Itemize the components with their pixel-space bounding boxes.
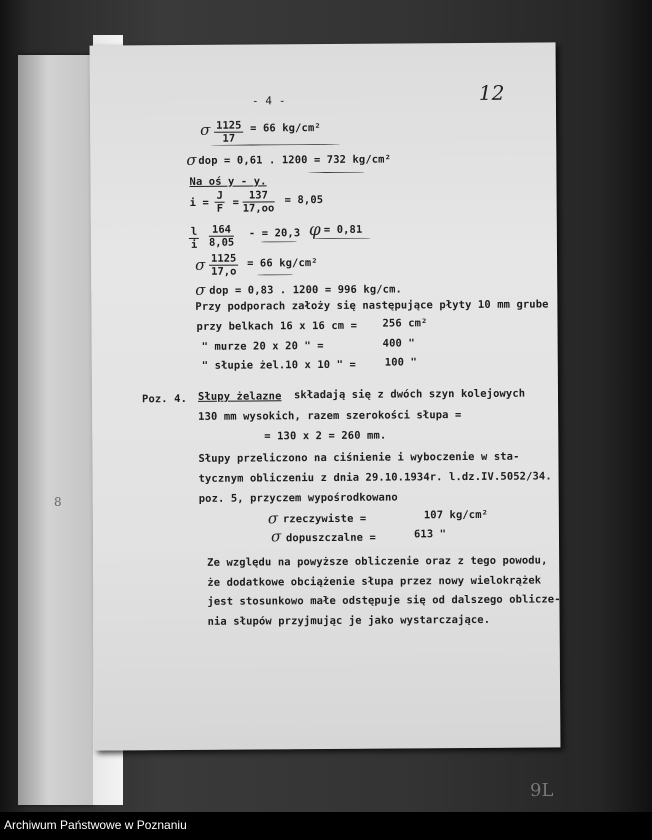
underline-stroke [313, 238, 371, 239]
text-line: = 130 x 2 = 260 mm. [264, 429, 387, 443]
underline-stroke [210, 144, 340, 146]
text-line: poz. 5, przyczem wypośrodkowano [198, 491, 398, 505]
text-line: " słupie żel.10 x 10 " = [201, 358, 356, 372]
text-line: dopuszczalne = [285, 531, 376, 545]
text-line: 130 mm wysokich, razem szerokości słupa = [198, 409, 462, 423]
underline-stroke [257, 274, 293, 275]
page-number: - 4 - [251, 94, 286, 108]
text-line: Słupy przeliczono na ciśnienie i wyboczenie w sta- [198, 450, 520, 465]
text-line: jest stosunkowo małe odstępuje się od dalszego oblicze- [207, 593, 561, 608]
formula-line: = 8,05 [284, 194, 324, 207]
fraction: $\frac{164}{8,05}$ [208, 223, 235, 249]
fraction: $\frac{1125}{17,o}$ [210, 252, 237, 278]
text-line: przy belkach 16 x 16 cm = [196, 319, 358, 333]
text-line: składają się z dwóch szyn kolejowych [293, 387, 526, 402]
fraction: $\frac{J}{F}$ [216, 189, 224, 215]
text-line: " murze 20 x 20 " = [201, 340, 324, 353]
sigma-symbol: σ [195, 255, 206, 274]
fraction: $\frac{137}{17,oo}$ [242, 189, 275, 215]
margin-mark: 8 [54, 495, 62, 509]
adjacent-sheet [18, 55, 93, 805]
formula-line: = [232, 196, 240, 209]
text-line: Przy podporach założy się następujące płyty 10 mm grube [195, 298, 549, 313]
text-line: rzeczywiste = [282, 512, 367, 526]
formula-line: = 0,81 [323, 223, 363, 237]
text-line: tycznym obliczeniu z dnia 29.10.1934r. l.dz.IV.5052/34. [198, 470, 552, 485]
sigma-symbol: σ [270, 527, 282, 546]
value-cell: 400 " [382, 337, 415, 350]
fraction: $\frac{l}{i}$ [190, 225, 198, 251]
formula-line: - = 20,3 [248, 227, 301, 240]
handwritten-page-number: 12 [478, 80, 505, 105]
sigma-symbol: σ [200, 120, 211, 139]
formula-line: = 66 kg/cm² [250, 122, 321, 135]
archive-footer [0, 812, 652, 840]
sigma-symbol: σ [195, 280, 206, 299]
sigma-symbol: σ [186, 150, 197, 169]
formula-line: dop = 0,61 . 1200 = 732 kg/cm² [198, 153, 392, 167]
underline-stroke [261, 241, 297, 242]
position-label: Poz. 4. [141, 392, 188, 406]
value-cell: 256 cm² [382, 317, 428, 330]
archive-label: Archiwum Państwowe w Poznaniu [4, 818, 187, 832]
formula-line: i = [189, 196, 209, 209]
section-heading: Słupy żelazne [197, 390, 282, 403]
fraction: $\frac{1125}{17}$ [214, 120, 243, 145]
text-line: że dodatkowe obciążenie słupa przez nowy wielokrążek [207, 574, 542, 589]
document-page [90, 42, 561, 750]
text-line: Ze względu na powyższe obliczenie oraz z tego powodu, [207, 554, 548, 569]
value-cell: 613 " [413, 528, 447, 541]
value-cell: 100 " [384, 356, 417, 369]
value-cell: 107 kg/cm² [423, 508, 489, 522]
underline-stroke [308, 172, 364, 173]
phi-symbol: φ [308, 220, 321, 241]
formula-line: dop = 0,83 . 1200 = 996 kg/cm. [209, 283, 402, 297]
corner-mark: 9L [530, 780, 554, 801]
text-line: nia słupów przyjmując je jako wystarczające. [207, 613, 491, 628]
formula-line: = 66 kg/cm² [247, 257, 318, 270]
sigma-symbol: σ [267, 509, 279, 528]
section-heading: Na oś y - y. [189, 175, 267, 188]
